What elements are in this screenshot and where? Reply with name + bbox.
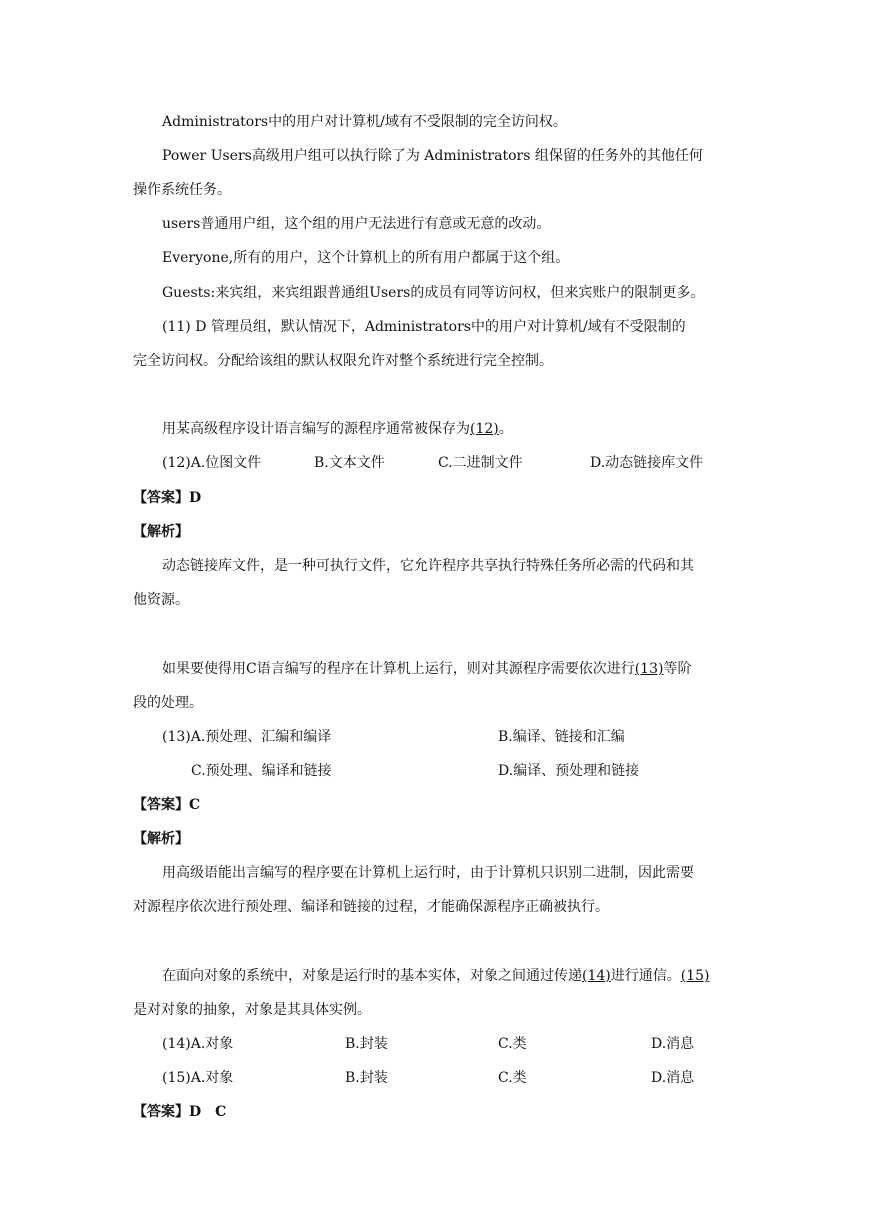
question-13-analysis-label: 【解析】	[133, 831, 189, 847]
question-15-blank: (15)	[680, 968, 710, 984]
question-13-stem-cont: 段的处理。	[133, 695, 203, 711]
question-15-option-d: D.消息	[651, 1070, 695, 1086]
question-12-blank: (12)	[470, 421, 499, 437]
question-14-option-d: D.消息	[651, 1036, 695, 1052]
question-12-stem-end: 。	[498, 421, 513, 437]
question-13-blank: (13)	[634, 661, 664, 677]
question-14-option-c: C.类	[498, 1036, 527, 1052]
intro-paragraph-1: Administrators中的用户对计算机/域有不受限制的完全访问权。	[162, 114, 567, 130]
question-12-option-c: C.二进制文件	[438, 455, 523, 471]
question-15-option-b: B.封装	[345, 1070, 388, 1086]
question-12-stem	[162, 419, 513, 439]
question-13-option-c: C.预处理、编译和链接	[191, 763, 332, 779]
question-12-analysis-label: 【解析】	[133, 524, 189, 540]
question-13-stem-text: 如果要使得用C语言编写的程序在计算机上运行，则对其源程序需要依次进行	[162, 661, 635, 677]
question-15-option-a: (15)A.对象	[162, 1070, 234, 1086]
answer-label: 【答案】	[133, 797, 189, 813]
question-13-stem-end: 等阶	[663, 661, 692, 677]
question-14-option-a: (14)A.对象	[162, 1036, 234, 1052]
question-14-option-b: B.封装	[345, 1036, 388, 1052]
question-14-stem-text: 在面向对象的系统中，对象是运行时的基本实体，对象之间通过传递	[162, 968, 582, 984]
intro-paragraph-5: Guests:来宾组，来宾组跟普通组Users的成员有同等访问权，但来宾账户的限制更多。	[162, 285, 705, 301]
intro-paragraph-6-cont: 完全访问权。分配给该组的默认权限允许对整个系统进行完全控制。	[133, 353, 553, 369]
question-12-analysis-cont: 他资源。	[133, 592, 189, 608]
answer-label: 【答案】	[133, 490, 189, 506]
question-12-answer	[133, 488, 201, 508]
question-14-stem	[162, 966, 710, 986]
answer-value: D C	[189, 1104, 227, 1120]
question-13-option-a: (13)A.预处理、汇编和编译	[162, 729, 332, 745]
question-12-option-a: (12)A.位图文件	[162, 455, 262, 471]
intro-paragraph-3: users普通用户组，这个组的用户无法进行有意或无意的改动。	[162, 216, 551, 232]
question-14-answer	[133, 1102, 226, 1122]
question-12-option-b: B.文本文件	[314, 455, 385, 471]
question-12-stem-text: 用某高级程序设计语言编写的源程序通常被保存为	[162, 421, 470, 437]
question-12-analysis: 动态链接库文件，是一种可执行文件，它允许程序共享执行特殊任务所必需的代码和其	[162, 558, 694, 574]
question-13-analysis-cont: 对源程序依次进行预处理、编译和链接的过程，才能确保源程序正确被执行。	[133, 899, 609, 915]
question-14-blank: (14)	[582, 968, 611, 984]
intro-paragraph-2-cont: 操作系统任务。	[133, 182, 231, 198]
question-12-option-d: D.动态链接库文件	[590, 455, 704, 471]
answer-value: C	[189, 797, 201, 813]
intro-paragraph-6: (11) D 管理员组，默认情况下，Administrators中的用户对计算机/域有不受限制的	[162, 319, 686, 335]
question-13-answer	[133, 795, 200, 815]
question-13-option-b: B.编译、链接和汇编	[498, 729, 625, 745]
question-13-option-d: D.编译、预处理和链接	[498, 763, 640, 779]
question-14-stem-cont: 是对对象的抽象，对象是其具体实例。	[133, 1002, 371, 1018]
question-13-stem	[162, 659, 691, 679]
answer-label: 【答案】	[133, 1104, 189, 1120]
question-13-analysis: 用高级语能出言编写的程序要在计算机上运行时，由于计算机只识别二进制，因此需要	[162, 865, 694, 881]
intro-paragraph-4: Everyone,所有的用户，这个计算机上的所有用户都属于这个组。	[162, 250, 570, 266]
intro-paragraph-2: Power Users高级用户组可以执行除了为 Administrators 组保留的任务外的其他任何	[162, 148, 703, 164]
question-14-stem-mid: 进行通信。	[610, 968, 681, 984]
question-15-option-c: C.类	[498, 1070, 527, 1086]
answer-value: D	[189, 490, 202, 506]
